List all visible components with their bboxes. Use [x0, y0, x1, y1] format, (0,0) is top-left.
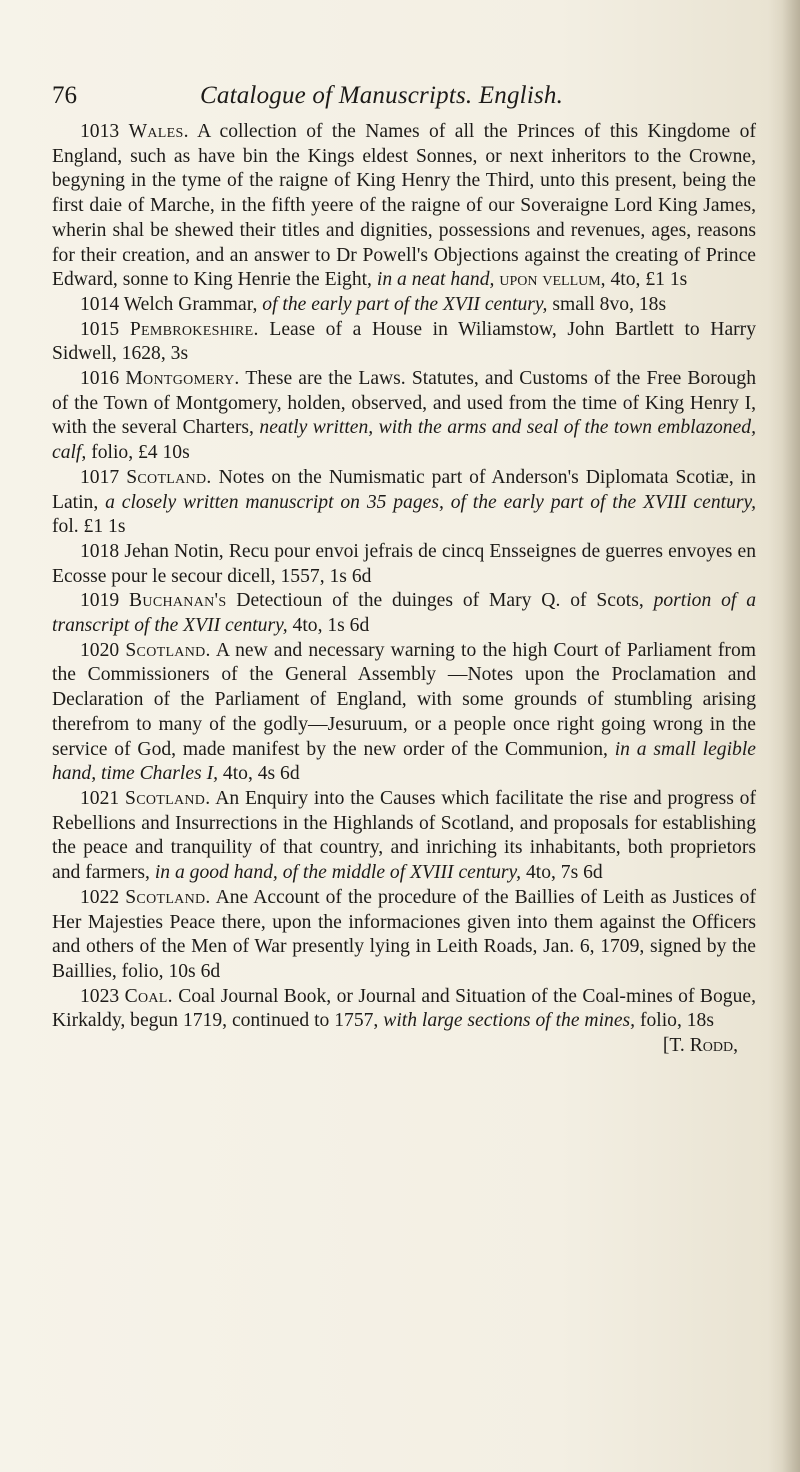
- entry-number: 1023: [80, 985, 120, 1007]
- entry-text: Jehan Notin, Recu pour envoi jefrais de cincq Ensseignes de guerres envoyes en Ecosse pour le secour dicell, 1557, 1s 6d: [52, 540, 756, 587]
- entry-heading: Wales.: [128, 121, 189, 142]
- entry-text: Notes on the Numismatic part of Anderson's Diplomata Scotiæ, in Latin,: [52, 466, 756, 513]
- entry-price: folio, 18s: [639, 1010, 714, 1032]
- entry-number: 1017: [80, 466, 120, 488]
- entry-heading: Scotland.: [125, 886, 211, 908]
- catalogue-entry: [52, 120, 756, 293]
- entry-number: 1013: [80, 121, 120, 142]
- entry-price: 4to, 4s 6d: [222, 763, 300, 785]
- entry-number: 1019: [80, 590, 120, 612]
- entry-text: Detectioun of the duinges of Mary Q. of Scots,: [236, 590, 644, 612]
- entry-price: folio, £4 10s: [91, 442, 190, 464]
- catalogue-entry: [52, 886, 756, 985]
- catalogue-entry: [52, 293, 756, 318]
- entry-number: 1016: [80, 368, 120, 390]
- page-number: 76: [52, 82, 77, 109]
- entry-text: Welch Grammar,: [123, 293, 258, 315]
- entry-price: 4to, 7s 6d: [525, 862, 603, 884]
- catchword: [T. Rodd,: [662, 1035, 738, 1057]
- entry-heading: Scotland.: [125, 639, 211, 661]
- page-content: [52, 76, 756, 1059]
- entry-heading: Coal.: [124, 985, 173, 1007]
- catalogue-entry: [52, 787, 756, 886]
- catalogue-entry: [52, 466, 756, 540]
- catalogue-entry: [52, 589, 756, 638]
- entry-text: These are the Laws. Statutes, and Customs of the Free Borough of the Town of Montgomery, holden, observed, and used from the time of King Henry I, with the several Charters,: [52, 368, 756, 439]
- entry-italic-note: with large sections of the mines,: [383, 1010, 636, 1032]
- entry-text: Ane Account of the procedure of the Baillies of Leith as Justices of Her Majesties Peace there, upon the informaciones given into them against the Officers and others of the Men of War presently lying in Leith Roads, Jan. 6, 1709, signed by the Baillies, folio, 10s 6d: [52, 886, 756, 982]
- entry-text: A new and necessary warning to the high Court of Parliament from the Commissioners of the General Assembly —Notes upon the Proclamation and Declaration of the Parliament of England, with some grounds of stumbling arising therefrom to many of the godly—Jesuruum, or a people once right going wrong in the service of God, made manifest by the new order of the Communion,: [52, 639, 756, 760]
- entry-italic-note: neatly written, with the arms and seal of the town emblazoned, calf,: [52, 417, 756, 464]
- catalogue-entry: [52, 639, 756, 787]
- entry-heading: Buchanan's: [129, 590, 227, 612]
- entry-material: upon vellum,: [499, 269, 606, 291]
- entry-number: 1020: [80, 639, 120, 661]
- entry-number: 1014: [80, 293, 120, 315]
- catalogue-entry: [52, 985, 756, 1034]
- entry-text: A collection of the Names of all the Princes of this Kingdome of England, such as have bin the Kings eldest Sonnes, or next inheritors to the Crowne, begyning in the tyme of the raigne of King Henry the Third, unto this present, being the first daie of Marche, in the fifth yeere of the raigne of our Soveraigne Lord King James, wherin shal be shewed their titles and dignities, possessions and revenues, ages, reasons for their creation, and an answer to Dr Powell's Objections against the creating of Prince Edward, sonne to King Henrie the Eight,: [52, 121, 756, 291]
- entry-text: Lease of a House in Wiliamstow, John Bartlett to Harry Sidwell, 1628, 3s: [52, 318, 757, 365]
- entry-italic-note: in a good hand, of the middle of XVIII century,: [154, 862, 522, 884]
- entry-italic-note: a closely written manuscript on 35 pages, of the early part of the XVIII century,: [105, 491, 757, 513]
- entry-italic-note: portion of a transcript of the XVII century,: [52, 590, 757, 637]
- entry-price: 4to, 1s 6d: [292, 615, 370, 637]
- entry-price: small 8vo, 18s: [552, 293, 667, 315]
- entry-text: Coal Journal Book, or Journal and Situation of the Coal-mines of Bogue, Kirkaldy, begun 1719, continued to 1757,: [52, 985, 756, 1032]
- page-header: [52, 76, 756, 116]
- entry-number: 1022: [80, 886, 120, 908]
- page-edge-shadow: [782, 0, 800, 1472]
- entry-heading: Scotland.: [125, 787, 211, 809]
- catalogue-entry: [52, 540, 756, 589]
- entry-price: 4to, £1 1s: [610, 269, 688, 291]
- entry-number: 1015: [80, 318, 120, 340]
- entry-price: fol. £1 1s: [52, 516, 126, 538]
- entry-number: 1018: [80, 540, 120, 562]
- entry-heading: Pembrokeshire.: [129, 318, 259, 340]
- running-title: Catalogue of Manuscripts. English.: [200, 82, 564, 109]
- entry-heading: Scotland.: [126, 466, 212, 488]
- entry-heading: Montgomery.: [125, 368, 240, 390]
- catalogue-entry: [52, 367, 756, 466]
- catalogue-entry: [52, 318, 756, 367]
- entry-italic-note: in a small legible hand, time Charles I,: [52, 738, 756, 785]
- entry-number: 1021: [80, 787, 120, 809]
- entry-italic-note: of the early part of the XVII century,: [262, 293, 548, 315]
- entry-italic-note: in a neat hand,: [376, 269, 495, 291]
- entry-text: An Enquiry into the Causes which facilitate the rise and progress of Rebellions and Insurrections in the Highlands of Scotland, and proposals for establishing the peace and tranquility of that country, and inriching its inhabitants, both proprietors and farmers,: [52, 787, 756, 884]
